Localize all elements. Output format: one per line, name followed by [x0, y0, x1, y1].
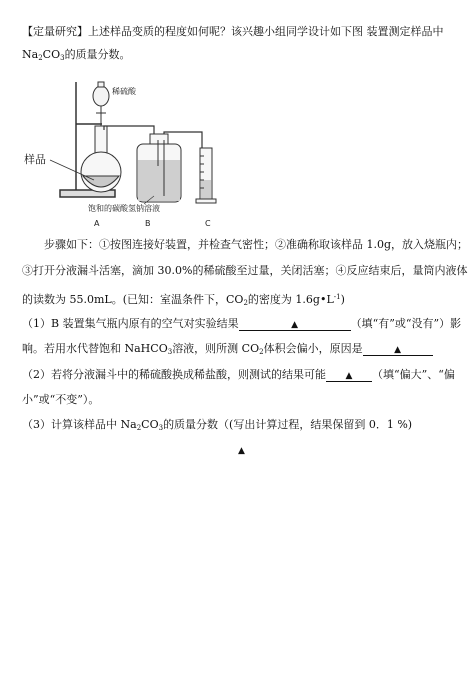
label-b: B — [145, 219, 151, 228]
steps-line-2: ③打开分液漏斗活塞，滴加 30.0%的稀硫酸至过量，关闭活塞；④反应结束后，量筒内液体 — [22, 264, 468, 277]
label-c: C — [205, 219, 211, 228]
intro-line-1: 【定量研究】上述样品变质的程度如何呢？该兴趣小组同学设计如下图 装置测定样品中 — [22, 25, 444, 38]
q2-line-1: （2）若将分液漏斗中的稀硫酸换成稀盐酸，则测试的结果可能 ▲ （填“偏大”、“偏 — [22, 368, 455, 381]
flask-a — [81, 126, 121, 192]
label-a: A — [94, 219, 100, 228]
q3-line-1: （3）计算该样品中 $Na_2CO_3$的质量分数（(写出计算过程，结果保留到 0．1 %) — [22, 418, 413, 432]
q2-answer-blank[interactable]: ▲ — [326, 369, 372, 382]
intro-line-2: $Na_2CO_3$的质量分数。 — [22, 48, 131, 62]
steps-line-3: 的读数为 55.0mL。(已知：室温条件下，$CO_2$的密度为 $1.6g•L^{-1}$) — [22, 293, 345, 307]
q1-line-1: （1）B 装置集气瓶内原有的空气对实验结果 ▲ （填“有”或“没有”）影 — [22, 317, 462, 330]
solution-label: 饱和的碳酸氢钠溶液 — [88, 204, 160, 213]
apparatus-figure — [24, 80, 234, 230]
acid-label: 稀硫酸 — [112, 87, 136, 96]
q3-answer-area[interactable]: ▲ — [238, 446, 245, 456]
q1-line-2: 响。若用水代替饱和 NaHCO$_3$溶液，则所测 $CO_2$体积会偏小，原因是 ▲ — [22, 342, 433, 359]
steps-line-1: 步骤如下：①按图连接好装置，并检查气密性；②准确称取该样品 1.0g，放入烧瓶内； — [44, 238, 469, 251]
q1-reason-blank[interactable]: ▲ — [363, 343, 433, 356]
sample-label: 样品 — [24, 153, 46, 166]
q2-line-2: 小”或“不变”）。 — [22, 393, 100, 406]
collecting-bottle-b — [137, 134, 181, 202]
graduated-cylinder-c — [196, 148, 216, 203]
q1-answer-blank[interactable]: ▲ — [239, 318, 351, 331]
